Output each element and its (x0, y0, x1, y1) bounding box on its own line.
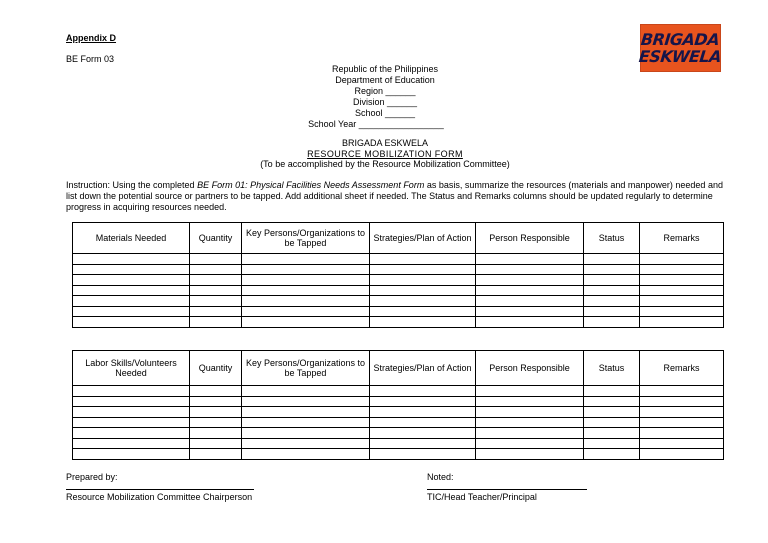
form-subtitle: (To be accomplished by the Resource Mobilization Committee) (260, 159, 510, 169)
table-cell[interactable] (73, 396, 190, 407)
table-cell[interactable] (370, 296, 476, 307)
table-cell[interactable] (190, 407, 242, 418)
labor-table (72, 350, 724, 460)
table-cell[interactable] (370, 449, 476, 460)
noted-label: Noted: (427, 472, 454, 482)
table-cell[interactable] (584, 264, 640, 275)
department-line: Department of Education (335, 75, 435, 85)
table-cell[interactable] (73, 386, 190, 397)
table-cell[interactable] (370, 396, 476, 407)
table-cell[interactable] (242, 285, 370, 296)
form-number: BE Form 03 (66, 54, 115, 64)
form-name: RESOURCE MOBILIZATION FORM (307, 148, 463, 159)
table-cell[interactable] (242, 296, 370, 307)
table-cell[interactable] (476, 428, 584, 439)
table-cell[interactable] (73, 306, 190, 317)
head-title: TIC/Head Teacher/Principal (427, 492, 537, 502)
table-cell[interactable] (242, 438, 370, 449)
table-cell[interactable] (476, 275, 584, 286)
table-cell[interactable] (640, 407, 724, 418)
chairperson-title: Resource Mobilization Committee Chairperson (66, 492, 253, 502)
table-cell[interactable] (476, 449, 584, 460)
school-field: School ______ (354, 108, 416, 118)
table-cell[interactable] (242, 407, 370, 418)
table-cell[interactable] (73, 407, 190, 418)
region-field: Region ______ (354, 86, 416, 96)
table-cell[interactable] (242, 275, 370, 286)
table-row (73, 396, 724, 407)
table-cell[interactable] (73, 438, 190, 449)
table-cell[interactable] (584, 254, 640, 265)
table-row (73, 254, 724, 265)
head-signature-line[interactable] (427, 489, 587, 490)
col-person-responsible: Person Responsible (476, 351, 584, 386)
table-cell[interactable] (190, 264, 242, 275)
table-cell[interactable] (584, 306, 640, 317)
table-cell[interactable] (584, 428, 640, 439)
col-quantity: Quantity (190, 351, 242, 386)
col-quantity: Quantity (190, 223, 242, 254)
instruction-suffix: as basis, summarize the resources (materials and manpower) needed and list down the potential source or partners to be tapped. Add additional sheet if needed. The Status and Remarks columns should be updated regularly to determine progress in acquiring resources needed. (66, 180, 723, 212)
table-cell[interactable] (73, 317, 190, 328)
table-row (73, 275, 724, 286)
table-cell[interactable] (242, 386, 370, 397)
table-row (73, 428, 724, 439)
table-cell[interactable] (584, 438, 640, 449)
table-cell[interactable] (476, 285, 584, 296)
col-status: Status (584, 351, 640, 386)
table-row (73, 386, 724, 397)
col-person-responsible: Person Responsible (476, 223, 584, 254)
chairperson-signature-line[interactable] (66, 489, 254, 490)
table-cell[interactable] (584, 417, 640, 428)
school-year-field: School Year _________________ (308, 119, 444, 129)
table-cell[interactable] (190, 438, 242, 449)
table-cell[interactable] (190, 317, 242, 328)
materials-table (72, 222, 724, 328)
table-cell[interactable] (584, 449, 640, 460)
table-row (73, 407, 724, 418)
table-cell[interactable] (242, 264, 370, 275)
table-cell[interactable] (370, 254, 476, 265)
table-cell[interactable] (640, 428, 724, 439)
table-cell[interactable] (370, 275, 476, 286)
table-cell[interactable] (640, 275, 724, 286)
table-row (73, 417, 724, 428)
table-cell[interactable] (584, 296, 640, 307)
table-cell[interactable] (73, 296, 190, 307)
col-remarks: Remarks (640, 351, 724, 386)
table-cell[interactable] (476, 407, 584, 418)
republic-line: Republic of the Philippines (331, 64, 439, 74)
col-strategies: Strategies/Plan of Action (370, 223, 476, 254)
table-cell[interactable] (584, 386, 640, 397)
table-cell[interactable] (190, 285, 242, 296)
instruction-prefix: Instruction: Using the completed (66, 180, 198, 190)
table-cell[interactable] (476, 296, 584, 307)
brigada-eskwela-logo (640, 24, 721, 72)
table-cell[interactable] (640, 386, 724, 397)
table-cell[interactable] (476, 254, 584, 265)
table-row (73, 438, 724, 449)
table-cell[interactable] (640, 317, 724, 328)
table-header-row (73, 351, 724, 386)
table-row (73, 285, 724, 296)
table-cell[interactable] (640, 285, 724, 296)
table-cell[interactable] (476, 417, 584, 428)
appendix-label: Appendix D (66, 33, 117, 43)
table-cell[interactable] (370, 386, 476, 397)
table-header-row (73, 223, 724, 254)
table-cell[interactable] (640, 438, 724, 449)
instruction-form-ref: BE Form 01: Physical Facilities Needs Assessment Form (197, 180, 425, 190)
table-row (73, 317, 724, 328)
table-cell[interactable] (476, 386, 584, 397)
col-remarks: Remarks (640, 223, 724, 254)
table-row (73, 264, 724, 275)
table-cell[interactable] (190, 254, 242, 265)
table-cell[interactable] (584, 407, 640, 418)
table-cell[interactable] (190, 428, 242, 439)
table-row (73, 306, 724, 317)
table-cell[interactable] (73, 285, 190, 296)
table-cell[interactable] (476, 438, 584, 449)
col-status: Status (584, 223, 640, 254)
table-cell[interactable] (242, 396, 370, 407)
table-cell[interactable] (640, 417, 724, 428)
table-cell[interactable] (370, 285, 476, 296)
table-cell[interactable] (190, 449, 242, 460)
table-cell[interactable] (73, 264, 190, 275)
table-cell[interactable] (190, 386, 242, 397)
table-cell[interactable] (242, 449, 370, 460)
table-cell[interactable] (370, 417, 476, 428)
col-labor-skills: Labor Skills/Volunteers Needed (73, 351, 190, 386)
table-cell[interactable] (190, 306, 242, 317)
table-cell[interactable] (640, 254, 724, 265)
table-cell[interactable] (190, 396, 242, 407)
table-cell[interactable] (242, 428, 370, 439)
table-cell[interactable] (190, 417, 242, 428)
table-cell[interactable] (73, 417, 190, 428)
table-cell[interactable] (242, 306, 370, 317)
division-field: Division ______ (352, 97, 418, 107)
table-cell[interactable] (476, 306, 584, 317)
logo-line-1: BRIGADA (640, 30, 721, 49)
table-cell[interactable] (370, 306, 476, 317)
table-cell[interactable] (73, 449, 190, 460)
table-cell[interactable] (370, 428, 476, 439)
col-strategies: Strategies/Plan of Action (370, 351, 476, 386)
table-cell[interactable] (370, 317, 476, 328)
table-cell[interactable] (476, 396, 584, 407)
table-row (73, 449, 724, 460)
col-key-persons: Key Persons/Organizations to be Tapped (242, 223, 370, 254)
table-cell[interactable] (584, 317, 640, 328)
table-cell[interactable] (640, 306, 724, 317)
instruction-text (66, 180, 726, 213)
table-cell[interactable] (584, 396, 640, 407)
table-cell[interactable] (640, 396, 724, 407)
table-cell[interactable] (476, 264, 584, 275)
table-cell[interactable] (190, 275, 242, 286)
table-row (73, 296, 724, 307)
table-cell[interactable] (73, 428, 190, 439)
table-cell[interactable] (73, 275, 190, 286)
table-cell[interactable] (73, 254, 190, 265)
table-cell[interactable] (242, 417, 370, 428)
table-cell[interactable] (242, 254, 370, 265)
col-key-persons: Key Persons/Organizations to be Tapped (242, 351, 370, 386)
table-cell[interactable] (242, 317, 370, 328)
table-cell[interactable] (476, 317, 584, 328)
table-cell[interactable] (640, 296, 724, 307)
table-cell[interactable] (584, 275, 640, 286)
table-cell[interactable] (370, 264, 476, 275)
program-name: BRIGADA ESKWELA (341, 138, 429, 148)
document-header (250, 64, 520, 130)
logo-line-2: ESKWELA (638, 47, 723, 66)
table-cell[interactable] (640, 449, 724, 460)
table-cell[interactable] (584, 285, 640, 296)
form-title-block (200, 138, 570, 170)
col-materials-needed: Materials Needed (73, 223, 190, 254)
table-cell[interactable] (370, 438, 476, 449)
prepared-by-label: Prepared by: (66, 472, 118, 482)
table-cell[interactable] (640, 264, 724, 275)
table-cell[interactable] (370, 407, 476, 418)
table-cell[interactable] (190, 296, 242, 307)
